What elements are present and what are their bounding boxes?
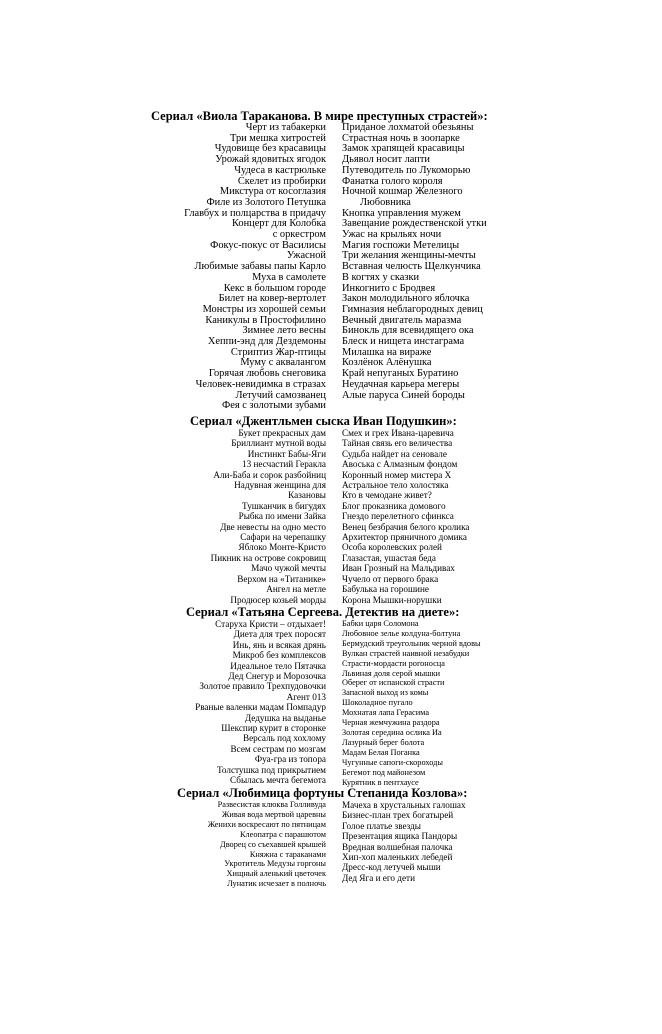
book-title: Горячая любовь снеговика bbox=[208, 368, 326, 380]
book-title: Глазастая, ушастая беда bbox=[342, 552, 436, 563]
book-title: Две невесты на одно место bbox=[220, 521, 326, 532]
book-title: Яблоко Монте-Кристо bbox=[238, 542, 326, 553]
book-title: Микроб без комплексов bbox=[232, 650, 326, 661]
book-title: Три желания женщины-мечты bbox=[342, 250, 476, 262]
book-title: Курятник в пентхаусе bbox=[342, 777, 419, 787]
book-title: Приданое лохматой обезьяны bbox=[342, 122, 474, 133]
book-title: В когтях у сказки bbox=[342, 271, 420, 283]
book-title: Дед Яга и его дети bbox=[342, 872, 415, 883]
book-title: Продюсер козьей морды bbox=[230, 594, 326, 605]
book-title: Хеппи-энд для Дездемоны bbox=[207, 336, 326, 348]
book-title: Кто в чемодане живет? bbox=[342, 490, 432, 501]
book-title: Ужас на крыльях ночи bbox=[342, 229, 442, 241]
book-title: Козлёнок Алёнушка bbox=[342, 357, 432, 369]
book-title: Муха в самолете bbox=[252, 271, 326, 283]
book-list-right bbox=[342, 428, 470, 605]
book-title: Тушканчик в бигудях bbox=[242, 500, 326, 511]
book-title: Судьба найдет на сеновале bbox=[342, 448, 447, 459]
book-title: Запасной выход из комы bbox=[342, 688, 429, 698]
book-title: Надувная женщина для bbox=[234, 480, 326, 491]
series-section-ivan-podushkin bbox=[0, 414, 662, 605]
book-title: Завещание рождественской утки bbox=[342, 218, 487, 230]
book-title: Старуха Кристи – отдыхает! bbox=[215, 619, 326, 629]
book-title: Скелет из пробирки bbox=[237, 175, 326, 187]
book-title: Инстинкт Бабы-Яги bbox=[247, 448, 326, 459]
series-title: Сериал «Любимица фортуны Степанида Козлова»: bbox=[177, 786, 468, 800]
book-title: Золотая середина ослика Иа bbox=[342, 727, 442, 737]
book-title: Фуа-гра из топора bbox=[254, 754, 326, 765]
book-title: Край непуганых Буратино bbox=[342, 368, 459, 380]
book-title: Дресс-код летучей мыши bbox=[342, 862, 441, 873]
series-title: Сериал «Джентльмен сыска Иван Подушкин»: bbox=[190, 414, 457, 428]
book-title: Любимые забавы папы Карло bbox=[194, 261, 326, 273]
book-title: Путеводитель по Лукоморью bbox=[342, 164, 471, 176]
book-title: Клеопатра с парашютом bbox=[240, 829, 326, 839]
book-title: Ангел на метле bbox=[266, 584, 326, 595]
series-section-tatyana-sergeeva bbox=[0, 605, 662, 787]
book-title: Неудачная карьера мегеры bbox=[342, 378, 460, 390]
book-title: Инь, янь и всякая дрянь bbox=[232, 639, 326, 650]
book-title: Страсти-мордасти рогоносца bbox=[342, 658, 445, 668]
series-title: Сериал «Татьяна Сергеева. Детектив на диете»: bbox=[186, 605, 460, 619]
book-title: Билет на ковер-вертолет bbox=[218, 293, 326, 305]
book-title: Мохнатая лапа Герасима bbox=[342, 708, 430, 718]
book-list-right bbox=[342, 123, 487, 401]
book-title: Фанатка голого короля bbox=[342, 175, 443, 187]
book-title: Урожай ядовитых ягодок bbox=[215, 154, 326, 166]
book-title: Вечный двигатель маразма bbox=[342, 314, 462, 326]
book-title: 13 несчастий Геракла bbox=[241, 459, 326, 470]
book-title: Бизнес-план трех богатырей bbox=[342, 810, 454, 821]
book-title: Человек-невидимка в стразах bbox=[195, 378, 326, 390]
book-title: Бабулька на горошине bbox=[342, 584, 429, 595]
book-title: Верхом на «Титанике» bbox=[237, 573, 326, 584]
book-title: Идеальное тело Пятачка bbox=[230, 660, 326, 671]
book-title: Шекспир курит в сторонке bbox=[221, 723, 326, 734]
book-title: Презентация ящика Пандоры bbox=[342, 831, 458, 842]
book-list-left bbox=[211, 428, 326, 605]
book-title: Бриллиант мутной воды bbox=[231, 438, 326, 449]
book-title: Астральное тело холостяка bbox=[342, 480, 449, 491]
book-title: Венец безбрачия белого кролика bbox=[342, 521, 470, 532]
book-title: Рваные валенки мадам Помпадур bbox=[195, 702, 326, 713]
book-title: Иван Грозный на Мальдивах bbox=[342, 563, 455, 574]
book-title: Дедушка на выданье bbox=[244, 712, 326, 723]
book-title: Бабки царя Соломона bbox=[342, 619, 419, 628]
book-title: Чучело от первого брака bbox=[342, 573, 439, 584]
book-title: Страстная ночь в зоопарке bbox=[342, 132, 460, 144]
book-title: Кекс в большом городе bbox=[223, 282, 326, 294]
series-title: Сериал «Виола Тараканова. В мире преступных страстей»: bbox=[151, 109, 488, 123]
book-title: Версаль под хохлому bbox=[242, 733, 326, 744]
book-title: Фокус-покус от Василисы bbox=[210, 239, 326, 251]
book-title: Блог проказника домового bbox=[342, 500, 446, 511]
book-title: Особа королевских ролей bbox=[342, 542, 442, 553]
book-title: Гимназия неблагородных девиц bbox=[342, 303, 483, 315]
book-list-left bbox=[208, 800, 326, 889]
book-title: Лунатик исчезает в полночь bbox=[227, 879, 326, 889]
book-title: Бинокль для всевидящего ока bbox=[342, 325, 474, 337]
book-title: Коронный номер мистера Х bbox=[342, 469, 452, 480]
book-title: Дьявол носит лапти bbox=[342, 154, 430, 166]
book-title: Фея с золотыми зубами bbox=[222, 400, 326, 412]
book-title: Каникулы в Простофилино bbox=[205, 314, 326, 326]
book-title: Филе из Золотого Петушка bbox=[206, 196, 326, 208]
book-title: Оберег от испанской страсти bbox=[342, 678, 445, 688]
book-title: Сафари на черепашку bbox=[240, 532, 326, 543]
book-title: Стриптиз Жар-птицы bbox=[230, 346, 326, 358]
book-title: Магия госпожи Метелицы bbox=[342, 239, 460, 251]
book-title: Мачо чужой мечты bbox=[251, 563, 326, 574]
book-title: Черная жемчужина раздора bbox=[342, 718, 440, 728]
book-title: Агент 013 bbox=[286, 691, 326, 702]
book-title: Золотое правило Трехпудовочки bbox=[199, 681, 326, 692]
book-title: Чугунные сапоги-скороходы bbox=[342, 757, 443, 767]
book-title: Архитектор пряничного домика bbox=[342, 532, 467, 543]
book-title: Тайная связь его величества bbox=[342, 438, 453, 449]
book-title: Хип-хоп маленьких лебедей bbox=[342, 852, 453, 863]
book-title: Смех и грех Ивана-царевича bbox=[342, 428, 454, 438]
book-title: Черт из табакерки bbox=[245, 122, 326, 133]
book-title: Микстура от косоглазия bbox=[219, 186, 326, 198]
book-title: Бегемот под майонезом bbox=[342, 767, 426, 777]
book-title: Милашка на вираже bbox=[342, 346, 432, 358]
book-title: Вулкан страстей наивной незабудки bbox=[342, 648, 470, 658]
book-title: Укротитель Медузы горгоны bbox=[224, 859, 326, 869]
book-title: Летучий самозванец bbox=[235, 389, 326, 401]
book-list-right bbox=[342, 800, 466, 883]
book-title: Сбылась мечта бегемота bbox=[230, 775, 326, 786]
book-title: Львиная доля серой мышки bbox=[342, 668, 441, 678]
book-title: Дворец со съехавшей крышей bbox=[220, 839, 326, 849]
book-title: Главбух и полцарства в придачу bbox=[184, 207, 326, 219]
book-title: Рыбка по имени Зайка bbox=[238, 511, 326, 522]
book-title: Пикник на острове сокровищ bbox=[210, 552, 326, 563]
book-title: Чудовище без красавицы bbox=[214, 143, 326, 155]
book-title: Кнопка управления мужем bbox=[342, 207, 461, 219]
book-title: Голое платье звезды bbox=[342, 820, 421, 831]
book-title: Мачеха в хрустальных галошах bbox=[342, 800, 466, 810]
book-title: Муму с аквалангом bbox=[240, 357, 326, 369]
book-title: Хищный аленький цветочек bbox=[226, 869, 326, 879]
series-section-stepanida-kozlova bbox=[0, 786, 662, 889]
book-title: Закон молодильного яблочка bbox=[342, 293, 470, 305]
book-title: Авоська с Алмазным фондом bbox=[342, 459, 458, 470]
book-title: Вредная волшебная палочка bbox=[342, 841, 453, 852]
book-title: Княжна с тараканами bbox=[249, 849, 326, 859]
book-title: Диета для трех поросят bbox=[233, 629, 326, 640]
book-title: Гнездо перелетного сфинкса bbox=[342, 511, 454, 522]
series-section-viola-tarakanova bbox=[0, 109, 662, 412]
book-title: Корона Мышки-норушки bbox=[342, 594, 442, 605]
book-title: Замок храпящей красавицы bbox=[342, 143, 465, 155]
book-title: с оркестром bbox=[272, 229, 326, 241]
book-title: Лазурный берег болота bbox=[342, 737, 425, 747]
book-title: Али-Баба и сорок разбойниц bbox=[213, 469, 326, 480]
book-title: Инкогнито с Бродвея bbox=[342, 282, 436, 294]
book-title: Вставная челюсть Щелкунчика bbox=[342, 261, 481, 273]
book-title: Живая вода мертвой царевны bbox=[221, 809, 326, 819]
book-title: Блеск и нищета инстаграма bbox=[342, 336, 465, 348]
book-title: Толстушка под прикрытием bbox=[216, 764, 326, 775]
book-title: Зимнее лето весны bbox=[242, 325, 326, 337]
book-title: Развесистая клюква Голливуда bbox=[217, 800, 326, 809]
book-title: Ночной кошмар Железного bbox=[342, 186, 463, 198]
book-list-left bbox=[195, 619, 326, 786]
book-title: Букет прекрасных дам bbox=[238, 428, 326, 438]
book-title: Чудеса в кастрюльке bbox=[234, 164, 326, 176]
book-title: Концерт для Колобка bbox=[231, 218, 326, 230]
book-title: Шоколадное пугало bbox=[342, 698, 413, 708]
book-list-right bbox=[342, 619, 481, 787]
book-title: Всем сестрам по мозгам bbox=[230, 743, 326, 754]
book-title: Ужасной bbox=[286, 250, 326, 262]
book-title: Казановы bbox=[288, 490, 326, 501]
book-title: Алые паруса Синей бороды bbox=[342, 389, 465, 401]
book-title: Любовника bbox=[360, 196, 411, 208]
book-title: Монстры из хорошей семьи bbox=[202, 303, 326, 315]
book-title: Любовное зелье колдуна-болтуна bbox=[342, 628, 461, 638]
book-title: Женихи воскресают по пятницам bbox=[207, 819, 326, 829]
book-title: Мадам Белая Поганка bbox=[342, 747, 420, 757]
book-title: Три мешка хитростей bbox=[230, 132, 326, 144]
book-list-left bbox=[184, 123, 326, 412]
book-title: Бермудский треугольник черной вдовы bbox=[342, 638, 481, 648]
book-title: Дед Снегур и Морозочка bbox=[228, 671, 326, 682]
